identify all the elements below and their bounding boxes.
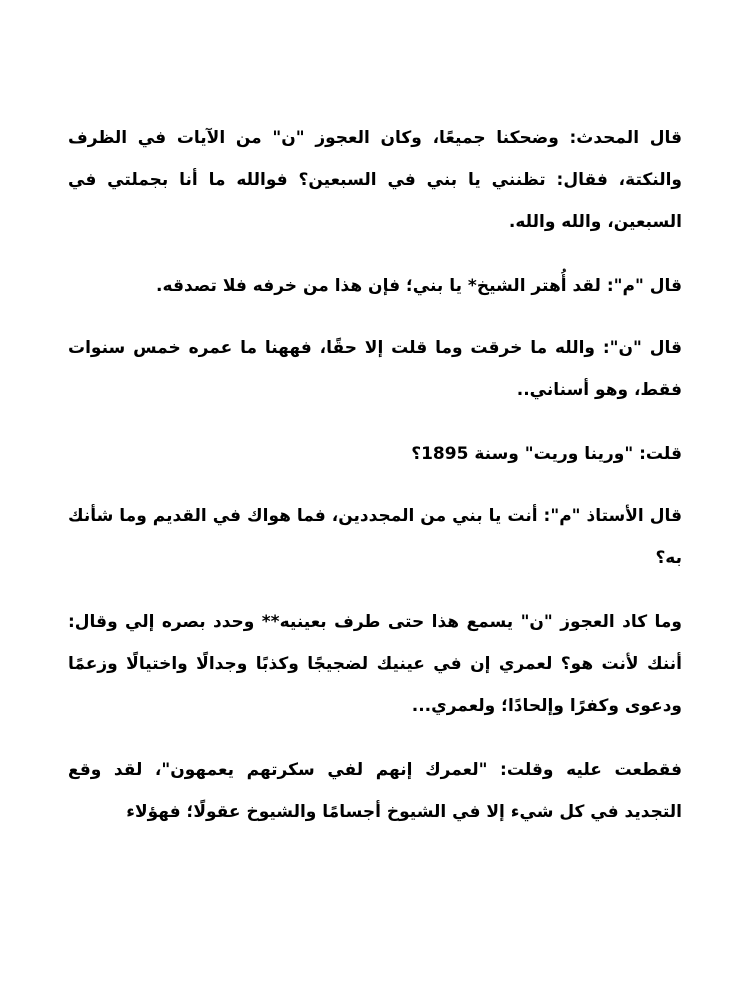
paragraph-5: قال الأستاذ "م": أنت يا بني من المجددين، فما هواك في القديم وما شأنك به؟ (68, 506, 682, 568)
paragraph-4: قلت: "ورينا وريت" وسنة 1895؟ (411, 444, 682, 464)
paragraph-6: وما كاد العجوز "ن" يسمع هذا حتى طرف بعينيه** وحدد بصره إلي وقال: أننك لأنت هو؟ لعمري إن في عينيك لضجيجًا وكذبًا وجدالًا واختيالًا وزعمًا ودعوى وكفرًا وإلحادًا؛ ولعمري... (68, 612, 682, 716)
paragraph-7: فقطعت عليه وقلت: "لعمرك إنهم لفي سكرتهم يعمهون"، لقد وقع التجديد في كل شيء إلا في الشيوخ أجسامًا والشيوخ عقولًا؛ فهؤلاء (68, 760, 682, 822)
paragraph-2: قال "م": لقد أُهتر الشيخ* يا بني؛ فإن هذا من خرفه فلا تصدقه. (156, 276, 682, 296)
paragraph-3: قال "ن": والله ما خرقت وما قلت إلا حقًا، فههنا ما عمره خمس سنوات فقط، وهو أسناني.. (68, 338, 682, 400)
document-page (68, 117, 682, 855)
paragraph-1: قال المحدث: وضحكنا جميعًا، وكان العجوز "ن" من الآيات في الظرف والنكتة، فقال: تظنني يا بني في السبعين؟ فوالله ما أنا بجملتي في السبعين، والله والله. (68, 128, 682, 232)
